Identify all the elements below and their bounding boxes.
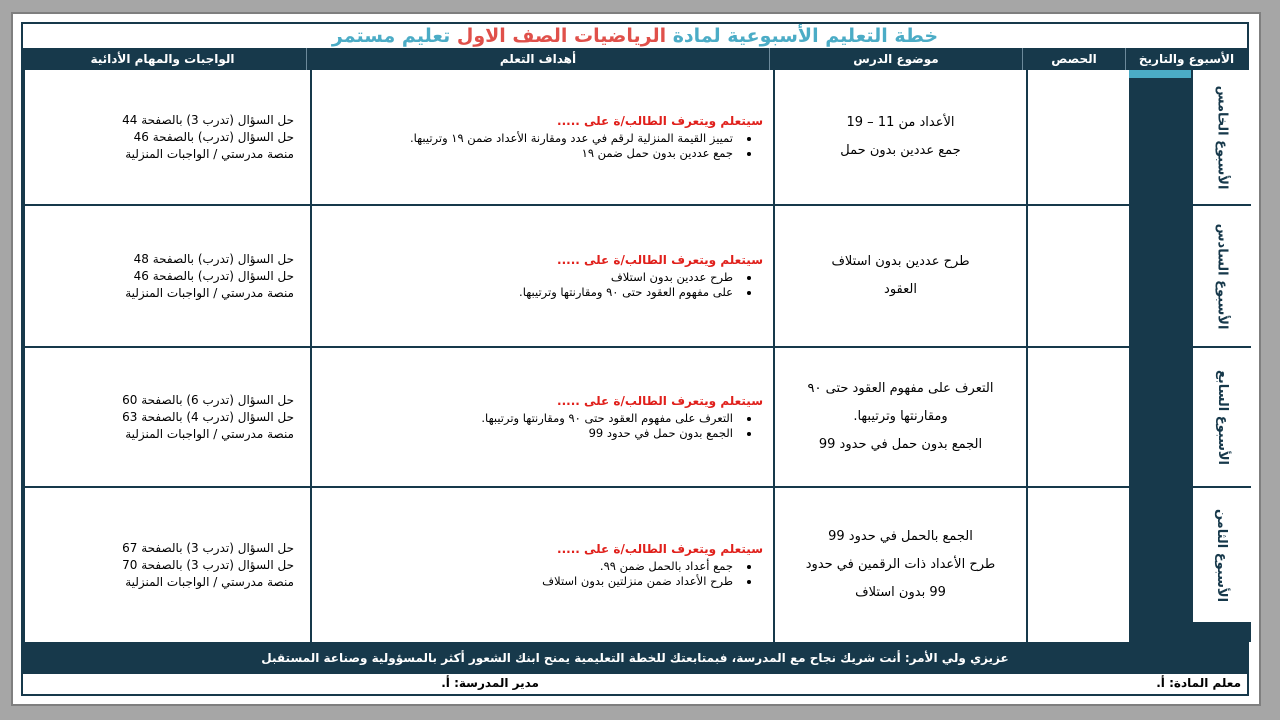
objective-item: • تمييز القيمة المنزلية لرقم في عدد ومقارنة الأعداد ضمن ١٩ وترتيبها.: [410, 131, 737, 146]
topic-line: طرح الأعداد ذات الرقمين في حدود: [805, 557, 996, 572]
homework-line: حل السؤال (تدرب 6) بالصفحة 60: [122, 392, 294, 407]
table-row: [23, 206, 1247, 348]
topic-line: 99 بدون استلاف: [855, 585, 946, 600]
title-part-1: خطة التعليم الأسبوعية لمادة: [672, 25, 939, 47]
homework-cell: [23, 70, 310, 204]
title-subject: الرياضيات الصف الاول: [456, 25, 667, 47]
objective-item: • على مفهوم العقود حتى ٩٠ ومقارنتها وترتيبها.: [519, 285, 737, 300]
week-label-cell: [1193, 206, 1251, 348]
homework-cell: [23, 348, 310, 486]
objective-item: • التعرف على مفهوم العقود حتى ٩٠ ومقارنتها وترتيبها.: [481, 411, 737, 426]
homework-line: حل السؤال (تدرب 3) بالصفحة 70: [122, 557, 294, 572]
homework-line: حل السؤال (تدرب) بالصفحة 46: [133, 268, 294, 283]
page-title: [23, 24, 1247, 48]
signature-row: [23, 674, 1247, 694]
homework-line: حل السؤال (تدرب) بالصفحة 48: [133, 251, 294, 266]
homework-cell: [23, 206, 310, 346]
homework-line: حل السؤال (تدرب 3) بالصفحة 67: [122, 540, 294, 555]
objectives-cell: [310, 348, 773, 486]
homework-line: حل السؤال (تدرب 4) بالصفحة 63: [122, 409, 294, 424]
parent-note: عزيزي ولي الأمر: أنت شريك نجاح مع المدرسة، فبمتابعتك للخطة التعليمية يمنح ابنك الشعور أكثر بالمسؤولية وصناعة المستقبل: [23, 642, 1247, 674]
week-accent: [1129, 70, 1191, 78]
topic-line: الأعداد من 11 – 19: [846, 115, 955, 130]
week-label: الأسبوع الخامس: [1214, 85, 1230, 189]
topic-line: العقود: [884, 282, 917, 297]
homework-cell: [23, 488, 310, 642]
page-frame: [11, 12, 1261, 706]
week-label-cell: [1193, 348, 1251, 488]
periods-cell: [1026, 206, 1129, 346]
topic-cell: [773, 206, 1026, 346]
week-label-cell: [1193, 70, 1251, 206]
table-row: [23, 488, 1247, 642]
homework-line: منصة مدرستي / الواجبات المنزلية: [125, 146, 294, 161]
topic-cell: [773, 488, 1026, 642]
objective-item: • الجمع بدون حمل في حدود 99: [481, 426, 737, 441]
objective-item: • طرح الأعداد ضمن منزلتين بدون استلاف: [542, 574, 737, 589]
table-row: [23, 348, 1247, 488]
header-objectives: أهداف التعلم: [306, 48, 769, 70]
week-label-cell: [1193, 488, 1251, 622]
periods-cell: [1026, 488, 1129, 642]
objectives-lead: سيتعلم ويتعرف الطالب/ة على .....: [557, 541, 763, 556]
topic-line: التعرف على مفهوم العقود حتى ٩٠: [807, 381, 994, 396]
objectives-cell: [310, 488, 773, 642]
objectives-cell: [310, 70, 773, 204]
table-row: [23, 70, 1247, 206]
objective-item: • جمع عددين بدون حمل ضمن ١٩: [410, 146, 737, 161]
periods-cell: [1026, 70, 1129, 204]
topic-cell: [773, 70, 1026, 204]
topic-line: الجمع بدون حمل في حدود 99: [818, 437, 983, 452]
header-week-date: الأسبوع والتاريخ: [1125, 48, 1247, 70]
table-body: [23, 70, 1247, 642]
weekly-plan-sheet: [21, 22, 1249, 696]
topic-line: طرح عددين بدون استلاف: [831, 254, 970, 269]
objectives-cell: [310, 206, 773, 346]
homework-line: حل السؤال (تدرب 3) بالصفحة 44: [122, 112, 294, 127]
objective-item: • جمع أعداد بالحمل ضمن ٩٩.: [542, 559, 737, 574]
objectives-lead: سيتعلم ويتعرف الطالب/ة على .....: [557, 252, 763, 267]
periods-cell: [1026, 348, 1129, 486]
objectives-lead: سيتعلم ويتعرف الطالب/ة على .....: [557, 393, 763, 408]
header-topic: موضوع الدرس: [769, 48, 1022, 70]
homework-line: منصة مدرستي / الواجبات المنزلية: [125, 285, 294, 300]
header-homework: الواجبات والمهام الأدائية: [90, 52, 235, 66]
topic-line: جمع عددين بدون حمل: [840, 143, 961, 158]
table-header: [23, 48, 1247, 70]
header-periods: الحصص: [1022, 48, 1125, 70]
homework-line: منصة مدرستي / الواجبات المنزلية: [125, 574, 294, 589]
objectives-lead: سيتعلم ويتعرف الطالب/ة على .....: [557, 113, 763, 128]
topic-line: الجمع بالحمل في حدود 99: [828, 529, 973, 544]
homework-line: منصة مدرستي / الواجبات المنزلية: [125, 426, 294, 441]
week-label: الأسبوع السابع: [1214, 369, 1230, 465]
title-part-2: تعليم مستمر: [331, 25, 451, 47]
week-label: الأسبوع الثامن: [1214, 508, 1230, 602]
homework-line: حل السؤال (تدرب) بالصفحة 46: [133, 129, 294, 144]
teacher-signature: معلم المادة: أ.: [1156, 676, 1241, 690]
topic-line: ومقارنتها وترتيبها.: [853, 409, 948, 424]
topic-cell: [773, 348, 1026, 486]
week-column: [1129, 70, 1251, 642]
objective-item: • طرح عددين بدون استلاف: [519, 270, 737, 285]
principal-signature: مدير المدرسة: أ.: [441, 676, 539, 690]
week-label: الأسبوع السادس: [1214, 223, 1230, 329]
